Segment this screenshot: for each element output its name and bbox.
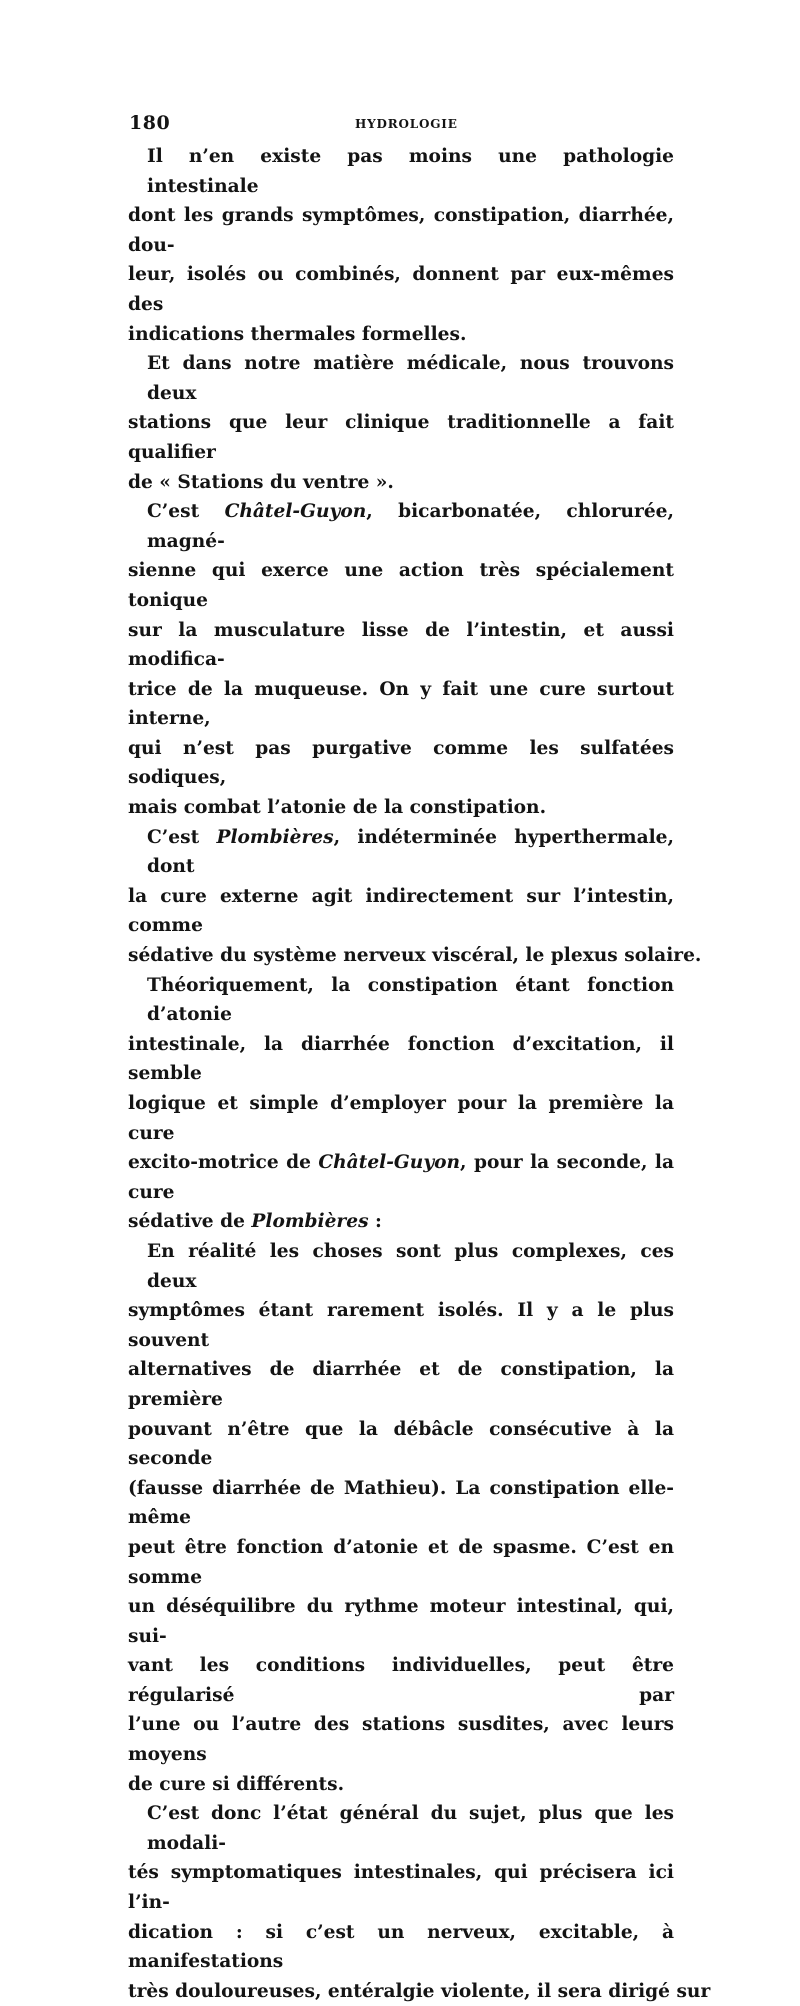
text-segment: intestinale, la diarrhée fonction d’excitation, il semble: [128, 1033, 674, 1085]
text-line: [128, 1415, 674, 1474]
italic-place-name: Châtel-Guyon: [224, 501, 367, 523]
text-segment: excito-motrice de: [128, 1152, 319, 1174]
text-line: [128, 1770, 674, 1800]
text-segment: un déséquilibre du rythme moteur intestinal, qui, sui-: [128, 1596, 674, 1647]
text-segment: leur, isolés ou combinés, donnent par eux-mêmes des: [128, 264, 674, 315]
text-line: [128, 882, 674, 941]
text-line: [128, 142, 674, 201]
text-segment: C’est donc l’état général du sujet, plus que les modali-: [147, 1803, 674, 1854]
text-segment: sédative de: [128, 1211, 252, 1233]
text-line: [128, 320, 674, 350]
text-segment: dont les grands symptômes, constipation, diarrhée, dou-: [128, 205, 674, 256]
page-header: [128, 112, 674, 142]
italic-place-name: Châtel-Guyon: [318, 1152, 461, 1174]
text-line: [128, 1710, 674, 1769]
text-line: [128, 1533, 674, 1592]
text-line: [128, 201, 674, 260]
text-segment: sédative du système nerveux viscéral, le plexus solaire.: [128, 945, 702, 967]
text-segment: l’une ou l’autre des stations susdites, avec leurs moyens: [128, 1714, 674, 1766]
text-line: [128, 1030, 674, 1089]
text-segment: sienne qui exerce une action très spécialement tonique: [128, 560, 674, 611]
text-line: [128, 823, 674, 882]
italic-place-name: Plombières: [251, 1211, 369, 1233]
text-line: [128, 1148, 674, 1207]
text-segment: , bicarbonatée, chlorurée, magné-: [147, 501, 674, 552]
text-segment: , pour la seconde, la cure: [128, 1152, 674, 1203]
text-segment: Théoriquement, la constipation étant fonction d’atonie: [147, 974, 674, 1026]
text-line: [128, 1474, 674, 1533]
text-segment: mais combat l’atonie de la constipation.: [128, 797, 547, 819]
text-segment: Et dans notre matière médicale, nous trouvons deux: [147, 353, 674, 404]
page-number: 180: [129, 112, 171, 134]
text-segment: logique et simple d’employer pour la première la cure: [128, 1093, 674, 1144]
text-segment: symptômes étant rarement isolés. Il y a le plus souvent: [128, 1300, 674, 1351]
text-line: [128, 734, 674, 793]
text-segment: (fausse diarrhée de Mathieu). La constipation elle-même: [128, 1477, 674, 1529]
text-line: [128, 1858, 674, 1917]
text-segment: vant les conditions individuelles, peut être régularisé par: [128, 1655, 674, 1706]
paragraph: [128, 1237, 674, 1799]
text-line: [128, 556, 674, 615]
paragraph: [128, 1799, 711, 2006]
text-segment: sur la musculature lisse de l’intestin, et aussi modifica-: [128, 619, 674, 671]
text-segment: C’est: [147, 501, 225, 523]
text-segment: , indéterminée hyperthermale, dont: [147, 826, 674, 878]
text-segment: indications thermales formelles.: [128, 323, 467, 345]
text-segment: dication : si c’est un nerveux, excitable, à manifestations: [128, 1921, 674, 1973]
body-text: [128, 142, 711, 2006]
text-segment: stations que leur clinique traditionnelle a fait qualifier: [128, 412, 674, 463]
paragraph: [128, 349, 674, 497]
text-segment: de « Stations du ventre ».: [128, 471, 394, 493]
paragraph: [128, 823, 702, 971]
text-line: [128, 1089, 674, 1148]
text-line: [128, 1296, 674, 1355]
text-line: [128, 675, 674, 734]
text-line: [128, 408, 674, 467]
text-segment: très douloureuses, entéralgie violente, il sera dirigé sur: [128, 1980, 711, 2002]
text-segment: C’est: [147, 826, 217, 848]
paragraph: [128, 142, 674, 349]
text-segment: trice de la muqueuse. On y fait une cure surtout interne,: [128, 678, 674, 730]
text-line: [128, 497, 674, 556]
text-segment: de cure si différents.: [128, 1773, 345, 1795]
paragraph: [128, 971, 674, 1237]
text-segment: peut être fonction d’atonie et de spasme. C’est en somme: [128, 1536, 674, 1588]
text-line: [128, 793, 674, 823]
text-segment: alternatives de diarrhée et de constipation, la première: [128, 1359, 674, 1410]
text-line: [128, 616, 674, 675]
text-line: [128, 1799, 674, 1858]
text-segment: Il n’en existe pas moins une pathologie intestinale: [147, 146, 674, 197]
text-segment: En réalité les choses sont plus complexes, ces deux: [147, 1240, 674, 1292]
text-segment: pouvant n’être que la débâcle consécutive à la seconde: [128, 1418, 674, 1470]
text-line: [128, 1918, 674, 1977]
text-line: [128, 1207, 674, 1237]
text-line: [128, 260, 674, 319]
text-line: [128, 971, 674, 1030]
text-line: [128, 1355, 674, 1414]
text-line: [128, 349, 674, 408]
text-line: [128, 468, 674, 498]
paragraph: [128, 497, 674, 823]
text-segment: la cure externe agit indirectement sur l’intestin, comme: [128, 885, 674, 937]
text-segment: :: [368, 1211, 382, 1233]
text-line: [128, 1592, 674, 1651]
text-line: [128, 1237, 674, 1296]
italic-place-name: Plombières: [216, 826, 334, 848]
text-segment: tés symptomatiques intestinales, qui précisera ici l’in-: [128, 1862, 674, 1914]
book-page: [128, 112, 711, 2006]
text-line: [128, 1651, 674, 1710]
running-title: HYDROLOGIE: [355, 117, 458, 131]
text-line: [128, 1977, 711, 2006]
text-segment: qui n’est pas purgative comme les sulfatées sodiques,: [128, 737, 674, 789]
text-line: [128, 941, 702, 971]
